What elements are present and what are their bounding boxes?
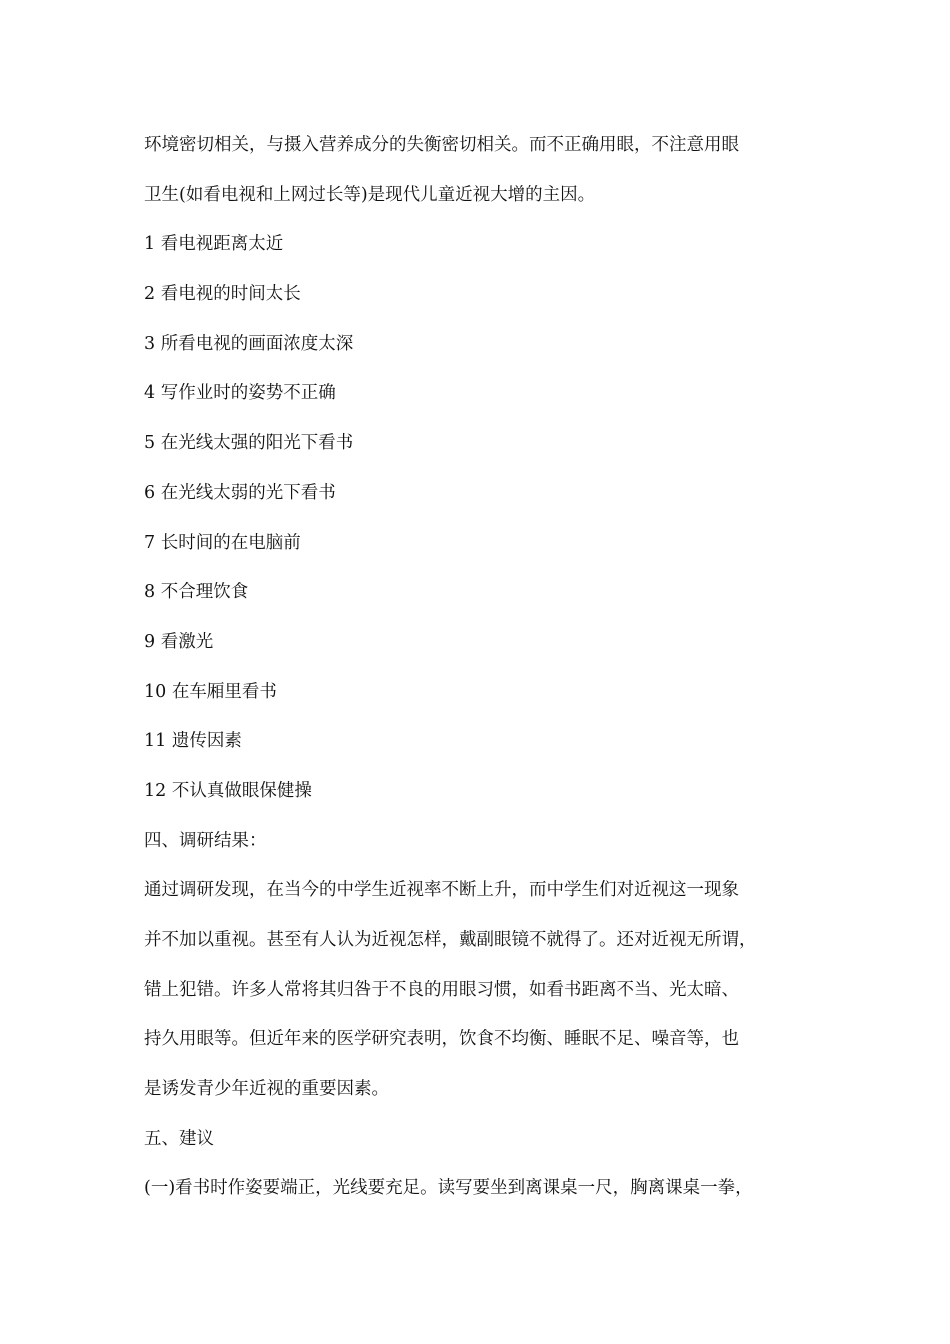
list-item: 6 在光线太弱的光下看书 [144, 482, 336, 503]
paragraph-line: 卫生(如看电视和上网过长等)是现代儿童近视大增的主因。 [144, 184, 596, 205]
list-item: 4 写作业时的姿势不正确 [144, 383, 336, 404]
list-item: 7 长时间的在电脑前 [144, 532, 301, 553]
paragraph-line: 是诱发青少年近视的重要因素。 [144, 1079, 389, 1100]
section-heading: 五、建议 [144, 1128, 214, 1149]
list-item: 3 所看电视的画面浓度太深 [144, 333, 354, 354]
section-heading: 四、调研结果： [144, 830, 267, 851]
paragraph-line: (一)看书时作姿要端正，光线要充足。读写要坐到离课桌一尺，胸离课桌一拳， [144, 1178, 753, 1199]
list-item: 2 看电视的时间太长 [144, 284, 301, 305]
paragraph-line: 环境密切相关，与摄入营养成分的失衡密切相关。而不正确用眼，不注意用眼 [144, 135, 739, 155]
list-item: 12 不认真做眼保健操 [144, 780, 312, 801]
paragraph-line: 持久用眼等。但近年来的医学研究表明，饮食不均衡、睡眠不足、噪音等，也 [144, 1029, 739, 1050]
paragraph-line: 通过调研发现，在当今的中学生近视率不断上升，而中学生们对近视这一现象 [144, 880, 739, 901]
paragraph-line: 并不加以重视。甚至有人认为近视怎样，戴副眼镜不就得了。还对近视无所谓， [144, 930, 757, 950]
paragraph-line: 错上犯错。许多人常将其归咎于不良的用眼习惯，如看书距离不当、光太暗、 [144, 979, 739, 1000]
list-item: 1 看电视距离太近 [144, 234, 284, 255]
list-item: 11 遗传因素 [144, 731, 242, 752]
list-item: 5 在光线太强的阳光下看书 [144, 433, 354, 454]
list-item: 10 在车厢里看书 [144, 681, 277, 702]
document-body [144, 121, 814, 1214]
list-item: 9 看激光 [144, 631, 214, 652]
list-item: 8 不合理饮食 [144, 582, 249, 603]
